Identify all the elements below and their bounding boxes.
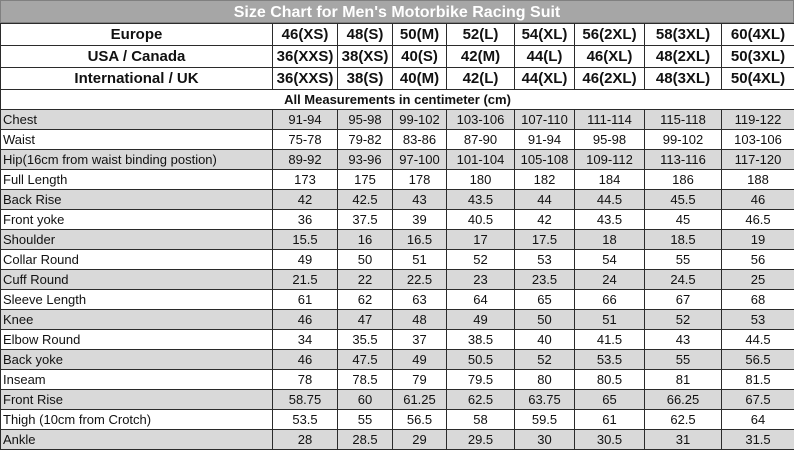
size-value-cell: 30.5 xyxy=(575,430,645,450)
size-value-cell: 58(3XL) xyxy=(645,24,722,46)
size-value-cell: 37 xyxy=(393,330,447,350)
size-value-cell: 103-106 xyxy=(722,130,794,150)
row-label: Full Length xyxy=(1,170,273,190)
size-value-cell: 53 xyxy=(722,310,794,330)
size-value-cell: 43.5 xyxy=(447,190,515,210)
size-value-cell: 186 xyxy=(645,170,722,190)
size-value-cell: 51 xyxy=(575,310,645,330)
size-value-cell: 107-110 xyxy=(515,110,575,130)
size-value-cell: 31.5 xyxy=(722,430,794,450)
size-value-cell: 46(XL) xyxy=(575,46,645,68)
size-value-cell: 79.5 xyxy=(447,370,515,390)
size-value-cell: 56 xyxy=(722,250,794,270)
size-value-cell: 184 xyxy=(575,170,645,190)
size-value-cell: 52 xyxy=(645,310,722,330)
size-value-cell: 87-90 xyxy=(447,130,515,150)
size-value-cell: 51 xyxy=(393,250,447,270)
size-value-cell: 64 xyxy=(447,290,515,310)
size-value-cell: 45 xyxy=(645,210,722,230)
size-value-cell: 42(M) xyxy=(447,46,515,68)
size-value-cell: 80.5 xyxy=(575,370,645,390)
row-label: Hip(16cm from waist binding postion) xyxy=(1,150,273,170)
row-label: Waist xyxy=(1,130,273,150)
size-value-cell: 49 xyxy=(447,310,515,330)
size-value-cell: 54(XL) xyxy=(515,24,575,46)
size-value-cell: 35.5 xyxy=(338,330,393,350)
size-value-cell: 53.5 xyxy=(273,410,338,430)
row-label: Cuff Round xyxy=(1,270,273,290)
size-value-cell: 56.5 xyxy=(393,410,447,430)
size-value-cell: 48 xyxy=(393,310,447,330)
size-value-cell: 80 xyxy=(515,370,575,390)
size-value-cell: 17 xyxy=(447,230,515,250)
measurement-row xyxy=(1,430,794,450)
size-value-cell: 36(XXS) xyxy=(273,68,338,90)
size-value-cell: 180 xyxy=(447,170,515,190)
size-value-cell: 48(3XL) xyxy=(645,68,722,90)
size-value-cell: 50 xyxy=(515,310,575,330)
size-value-cell: 41.5 xyxy=(575,330,645,350)
size-value-cell: 50(4XL) xyxy=(722,68,794,90)
size-value-cell: 63.75 xyxy=(515,390,575,410)
size-value-cell: 66 xyxy=(575,290,645,310)
size-value-cell: 46 xyxy=(273,310,338,330)
size-value-cell: 24.5 xyxy=(645,270,722,290)
measurement-row xyxy=(1,210,794,230)
size-value-cell: 43 xyxy=(645,330,722,350)
size-value-cell: 46(XS) xyxy=(273,24,338,46)
size-value-cell: 44(L) xyxy=(515,46,575,68)
size-value-cell: 53.5 xyxy=(575,350,645,370)
size-value-cell: 61 xyxy=(575,410,645,430)
size-value-cell: 22.5 xyxy=(393,270,447,290)
size-value-cell: 43.5 xyxy=(575,210,645,230)
size-value-cell: 75-78 xyxy=(273,130,338,150)
measurement-row xyxy=(1,110,794,130)
size-value-cell: 78 xyxy=(273,370,338,390)
size-value-cell: 178 xyxy=(393,170,447,190)
row-label: Front yoke xyxy=(1,210,273,230)
size-value-cell: 109-112 xyxy=(575,150,645,170)
size-value-cell: 113-116 xyxy=(645,150,722,170)
size-value-cell: 48(S) xyxy=(338,24,393,46)
size-value-cell: 24 xyxy=(575,270,645,290)
size-value-cell: 67 xyxy=(645,290,722,310)
size-value-cell: 81 xyxy=(645,370,722,390)
size-value-cell: 52(L) xyxy=(447,24,515,46)
size-value-cell: 56.5 xyxy=(722,350,794,370)
size-value-cell: 46 xyxy=(722,190,794,210)
size-value-cell: 56(2XL) xyxy=(575,24,645,46)
row-label: Knee xyxy=(1,310,273,330)
row-label: Europe xyxy=(1,24,273,46)
size-value-cell: 188 xyxy=(722,170,794,190)
size-value-cell: 23.5 xyxy=(515,270,575,290)
size-value-cell: 93-96 xyxy=(338,150,393,170)
size-value-cell: 47 xyxy=(338,310,393,330)
measurement-row xyxy=(1,190,794,210)
size-value-cell: 175 xyxy=(338,170,393,190)
size-value-cell: 34 xyxy=(273,330,338,350)
row-label: Thigh (10cm from Crotch) xyxy=(1,410,273,430)
size-value-cell: 83-86 xyxy=(393,130,447,150)
size-value-cell: 58 xyxy=(447,410,515,430)
measurement-row xyxy=(1,350,794,370)
size-value-cell: 66.25 xyxy=(645,390,722,410)
size-value-cell: 95-98 xyxy=(575,130,645,150)
size-value-cell: 19 xyxy=(722,230,794,250)
row-label: Front Rise xyxy=(1,390,273,410)
size-value-cell: 50(M) xyxy=(393,24,447,46)
size-value-cell: 37.5 xyxy=(338,210,393,230)
size-value-cell: 18 xyxy=(575,230,645,250)
size-value-cell: 40(M) xyxy=(393,68,447,90)
size-value-cell: 99-102 xyxy=(645,130,722,150)
size-value-cell: 42.5 xyxy=(338,190,393,210)
size-value-cell: 173 xyxy=(273,170,338,190)
size-value-cell: 60(4XL) xyxy=(722,24,794,46)
size-value-cell: 22 xyxy=(338,270,393,290)
size-value-cell: 46 xyxy=(273,350,338,370)
size-value-cell: 99-102 xyxy=(393,110,447,130)
size-value-cell: 30 xyxy=(515,430,575,450)
size-value-cell: 52 xyxy=(515,350,575,370)
size-value-cell: 44 xyxy=(515,190,575,210)
size-value-cell: 38(XS) xyxy=(338,46,393,68)
size-value-cell: 28.5 xyxy=(338,430,393,450)
size-value-cell: 64 xyxy=(722,410,794,430)
size-value-cell: 15.5 xyxy=(273,230,338,250)
size-value-cell: 46(2XL) xyxy=(575,68,645,90)
row-label: Back yoke xyxy=(1,350,273,370)
measurement-row xyxy=(1,410,794,430)
size-value-cell: 50 xyxy=(338,250,393,270)
row-label: Ankle xyxy=(1,430,273,450)
size-value-cell: 91-94 xyxy=(273,110,338,130)
size-value-cell: 48(2XL) xyxy=(645,46,722,68)
size-value-cell: 111-114 xyxy=(575,110,645,130)
chart-title: Size Chart for Men's Motorbike Racing Suit xyxy=(0,0,794,23)
size-value-cell: 79-82 xyxy=(338,130,393,150)
measurement-row xyxy=(1,150,794,170)
size-value-cell: 78.5 xyxy=(338,370,393,390)
row-label: Chest xyxy=(1,110,273,130)
measurement-row xyxy=(1,250,794,270)
size-value-cell: 36(XXS) xyxy=(273,46,338,68)
size-value-cell: 62.5 xyxy=(447,390,515,410)
size-value-cell: 79 xyxy=(393,370,447,390)
size-value-cell: 40.5 xyxy=(447,210,515,230)
size-system-row xyxy=(1,68,794,90)
size-value-cell: 29 xyxy=(393,430,447,450)
size-value-cell: 53 xyxy=(515,250,575,270)
size-value-cell: 25 xyxy=(722,270,794,290)
row-label: Sleeve Length xyxy=(1,290,273,310)
size-value-cell: 18.5 xyxy=(645,230,722,250)
row-label: Inseam xyxy=(1,370,273,390)
size-value-cell: 115-118 xyxy=(645,110,722,130)
size-value-cell: 81.5 xyxy=(722,370,794,390)
size-value-cell: 62.5 xyxy=(645,410,722,430)
size-value-cell: 61 xyxy=(273,290,338,310)
size-value-cell: 50.5 xyxy=(447,350,515,370)
size-value-cell: 55 xyxy=(338,410,393,430)
size-value-cell: 40 xyxy=(515,330,575,350)
size-value-cell: 52 xyxy=(447,250,515,270)
size-value-cell: 59.5 xyxy=(515,410,575,430)
size-value-cell: 62 xyxy=(338,290,393,310)
size-chart-body xyxy=(1,24,794,450)
size-value-cell: 17.5 xyxy=(515,230,575,250)
size-value-cell: 44.5 xyxy=(722,330,794,350)
size-value-cell: 49 xyxy=(273,250,338,270)
size-value-cell: 23 xyxy=(447,270,515,290)
size-value-cell: 49 xyxy=(393,350,447,370)
size-value-cell: 21.5 xyxy=(273,270,338,290)
size-value-cell: 47.5 xyxy=(338,350,393,370)
size-value-cell: 61.25 xyxy=(393,390,447,410)
measurement-row xyxy=(1,130,794,150)
units-note-row xyxy=(1,90,794,110)
row-label: USA / Canada xyxy=(1,46,273,68)
size-value-cell: 38.5 xyxy=(447,330,515,350)
size-system-row xyxy=(1,46,794,68)
measurement-row xyxy=(1,170,794,190)
row-label: Elbow Round xyxy=(1,330,273,350)
size-value-cell: 68 xyxy=(722,290,794,310)
measurement-row xyxy=(1,270,794,290)
size-value-cell: 58.75 xyxy=(273,390,338,410)
size-value-cell: 42(L) xyxy=(447,68,515,90)
measurement-row xyxy=(1,390,794,410)
row-label: Shoulder xyxy=(1,230,273,250)
size-value-cell: 95-98 xyxy=(338,110,393,130)
size-value-cell: 40(S) xyxy=(393,46,447,68)
size-value-cell: 43 xyxy=(393,190,447,210)
size-value-cell: 105-108 xyxy=(515,150,575,170)
size-value-cell: 54 xyxy=(575,250,645,270)
size-value-cell: 119-122 xyxy=(722,110,794,130)
size-value-cell: 101-104 xyxy=(447,150,515,170)
measurement-row xyxy=(1,290,794,310)
size-value-cell: 42 xyxy=(273,190,338,210)
units-note: All Measurements in centimeter (cm) xyxy=(1,90,794,110)
row-label: Back Rise xyxy=(1,190,273,210)
size-value-cell: 42 xyxy=(515,210,575,230)
size-value-cell: 16 xyxy=(338,230,393,250)
size-value-cell: 38(S) xyxy=(338,68,393,90)
size-value-cell: 45.5 xyxy=(645,190,722,210)
size-value-cell: 65 xyxy=(515,290,575,310)
size-value-cell: 46.5 xyxy=(722,210,794,230)
size-value-cell: 44(XL) xyxy=(515,68,575,90)
size-chart-table xyxy=(0,23,794,450)
measurement-row xyxy=(1,370,794,390)
size-value-cell: 89-92 xyxy=(273,150,338,170)
measurement-row xyxy=(1,330,794,350)
size-value-cell: 182 xyxy=(515,170,575,190)
size-value-cell: 67.5 xyxy=(722,390,794,410)
size-value-cell: 50(3XL) xyxy=(722,46,794,68)
row-label: Collar Round xyxy=(1,250,273,270)
size-value-cell: 55 xyxy=(645,250,722,270)
size-value-cell: 39 xyxy=(393,210,447,230)
size-value-cell: 36 xyxy=(273,210,338,230)
size-value-cell: 31 xyxy=(645,430,722,450)
measurement-row xyxy=(1,230,794,250)
size-value-cell: 29.5 xyxy=(447,430,515,450)
size-value-cell: 65 xyxy=(575,390,645,410)
size-value-cell: 44.5 xyxy=(575,190,645,210)
row-label: International / UK xyxy=(1,68,273,90)
size-value-cell: 16.5 xyxy=(393,230,447,250)
size-value-cell: 63 xyxy=(393,290,447,310)
size-value-cell: 97-100 xyxy=(393,150,447,170)
size-system-row xyxy=(1,24,794,46)
size-value-cell: 103-106 xyxy=(447,110,515,130)
size-value-cell: 55 xyxy=(645,350,722,370)
size-value-cell: 117-120 xyxy=(722,150,794,170)
measurement-row xyxy=(1,310,794,330)
size-value-cell: 28 xyxy=(273,430,338,450)
size-value-cell: 60 xyxy=(338,390,393,410)
size-value-cell: 91-94 xyxy=(515,130,575,150)
